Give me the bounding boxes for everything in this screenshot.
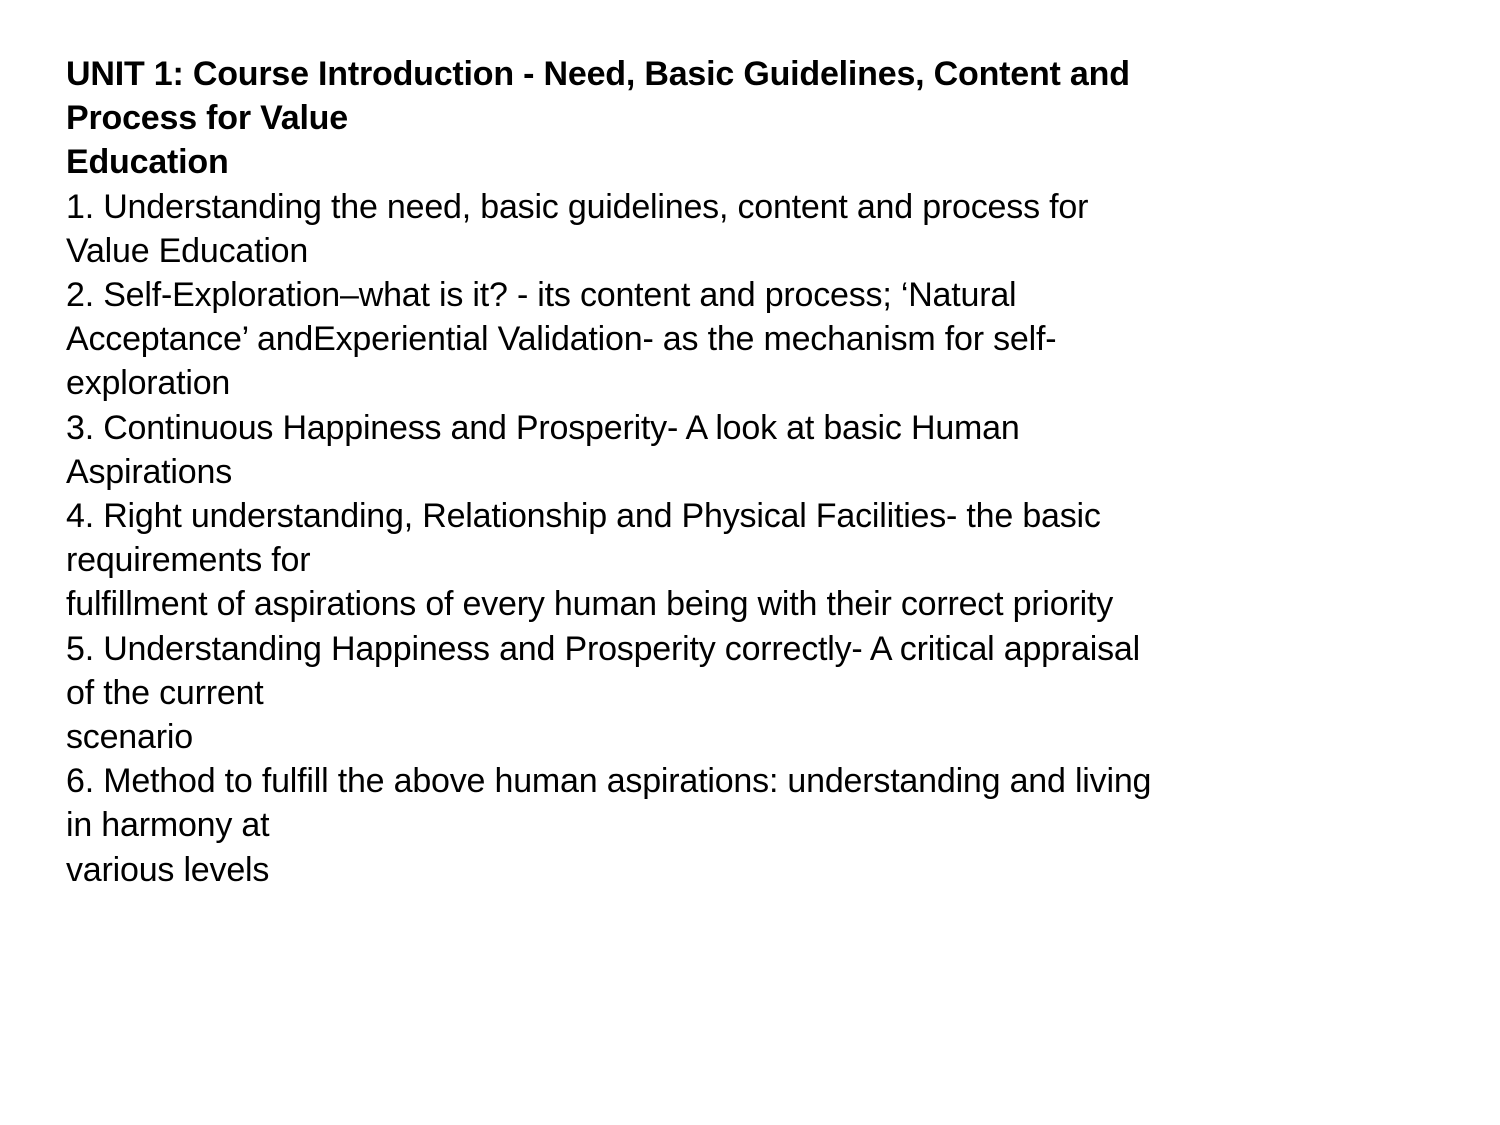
topic-line: 1. Understanding the need, basic guidelines, content and process for xyxy=(66,187,1089,226)
title-line: Process for Value xyxy=(66,99,348,138)
topic-line: exploration xyxy=(66,364,231,403)
title-line: Education xyxy=(66,143,229,182)
topic-line: fulfillment of aspirations of every human being with their correct priority xyxy=(66,585,1114,624)
topic-line: Value Education xyxy=(66,231,309,270)
topic-line: scenario xyxy=(66,718,193,757)
title-line: UNIT 1: Course Introduction - Need, Basic Guidelines, Content and xyxy=(66,55,1130,93)
topic-line: various levels xyxy=(66,850,270,889)
topic-line: Acceptance’ andExperiential Validation- as the mechanism for self- xyxy=(66,320,1057,359)
topic-line: in harmony at xyxy=(66,806,270,845)
topic-line: 4. Right understanding, Relationship and Physical Facilities- the basic xyxy=(66,497,1101,536)
topic-list xyxy=(66,185,1486,892)
topic-line: 3. Continuous Happiness and Prosperity- A look at basic Human xyxy=(66,408,1020,447)
topic-line: 5. Understanding Happiness and Prosperity correctly- A critical appraisal xyxy=(66,629,1140,668)
slide-content xyxy=(66,52,1486,892)
topic-line: of the current xyxy=(66,673,264,712)
topic-line: Aspirations xyxy=(66,452,232,491)
topic-line: requirements for xyxy=(66,541,311,580)
unit-title xyxy=(66,52,1486,185)
topic-line: 2. Self-Exploration–what is it? - its content and process; ‘Natural xyxy=(66,276,1017,315)
topic-line: 6. Method to fulfill the above human aspirations: understanding and living xyxy=(66,762,1152,801)
